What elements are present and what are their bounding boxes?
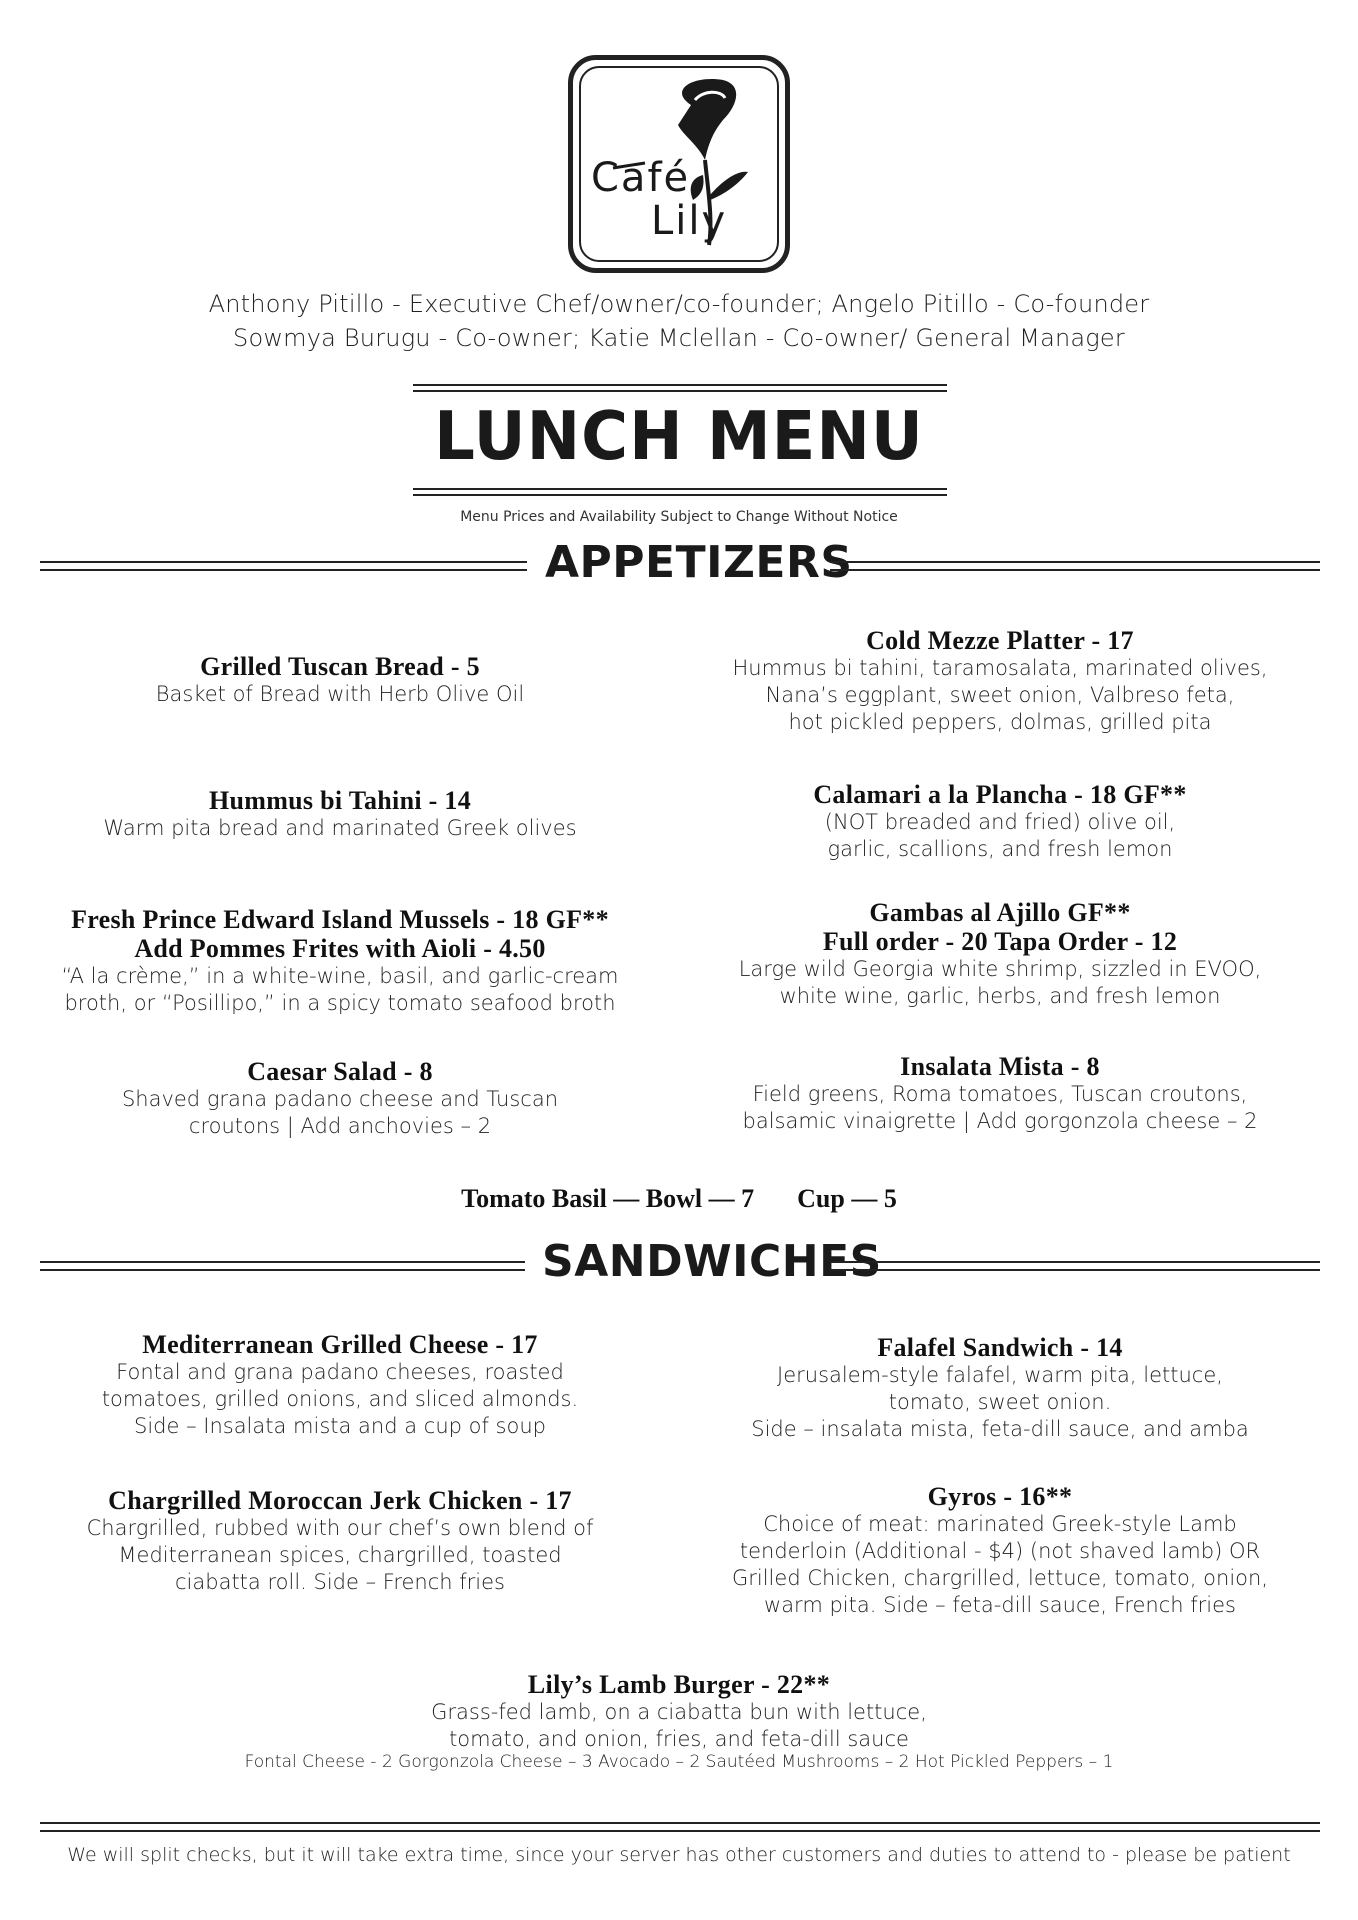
menu-item-falafel-sandwich <box>700 1333 1300 1443</box>
item-desc: ciabatta roll. Side – French fries <box>175 1570 505 1594</box>
item-desc: Grilled Chicken, chargrilled, lettuce, tomato, onion, <box>731 1566 1269 1590</box>
notice-text: Menu Prices and Availability Subject to Change Without Notice <box>460 509 898 525</box>
item-desc: broth, or “Posillipo,” in a spicy tomato seafood broth <box>64 991 616 1015</box>
item-desc: garlic, scallions, and fresh lemon <box>827 837 1173 861</box>
item-name: Mediterranean Grilled Cheese - 17 <box>142 1330 538 1359</box>
item-desc: Basket of Bread with Herb Olive Oil <box>155 682 525 706</box>
item-desc: Warm pita bread and marinated Greek olives <box>103 816 577 840</box>
sandwiches-heading: SANDWICHES <box>542 1236 882 1287</box>
soup-bowl-price: Tomato Basil — Bowl — 7 <box>461 1184 755 1213</box>
item-desc: Chargrilled, rubbed with our chef’s own blend of <box>86 1516 594 1540</box>
item-desc: Side – insalata mista, feta-dill sauce, and amba <box>751 1417 1249 1441</box>
item-name: Gambas al Ajillo GF** <box>869 898 1131 927</box>
item-desc: white wine, garlic, herbs, and fresh lemon <box>779 984 1221 1008</box>
page-title: LUNCH MENU <box>434 398 924 476</box>
menu-item-caesar-salad <box>30 1057 650 1140</box>
menu-item-moroccan-jerk-chicken <box>30 1486 650 1596</box>
menu-item-lamb-burger <box>279 1670 1079 1753</box>
item-desc: Fontal and grana padano cheeses, roasted <box>116 1360 564 1384</box>
owners-line-1: Anthony Pitillo - Executive Chef/owner/co-founder; Angelo Pitillo - Co-founder <box>208 290 1150 318</box>
soup-line <box>0 1184 1358 1214</box>
menu-item-calamari-a-la-plancha <box>700 780 1300 863</box>
item-desc: Grass-fed lamb, on a ciabatta bun with lettuce, <box>431 1700 927 1724</box>
item-desc: Nana’s eggplant, sweet onion, Valbreso feta, <box>765 683 1235 707</box>
item-desc: Hummus bi tahini, taramosalata, marinated olives, <box>732 656 1268 680</box>
item-desc: Choice of meat: marinated Greek-style Lamb <box>763 1512 1237 1536</box>
item-name-orders: Full order - 20 Tapa Order - 12 <box>822 927 1178 956</box>
soup-cup-price: Cup — 5 <box>797 1184 897 1213</box>
menu-item-cold-mezze-platter <box>700 626 1300 736</box>
item-name: Grilled Tuscan Bread - 5 <box>200 652 480 681</box>
owners-line-2: Sowmya Burugu - Co-owner; Katie Mclellan - Co-owner/ General Manager <box>233 324 1125 352</box>
item-desc: tomato, and onion, fries, and feta-dill sauce <box>449 1727 909 1751</box>
footer-rule <box>40 1822 1320 1832</box>
item-name: Fresh Prince Edward Island Mussels - 18 GF** <box>71 905 609 934</box>
item-desc: Large wild Georgia white shrimp, sizzled in EVOO, <box>738 957 1262 981</box>
sandwiches-rule-right <box>830 1261 1320 1271</box>
menu-item-pei-mussels <box>20 905 660 1017</box>
footer-note: We will split checks, but it will take extra time, since your server has other customers and duties to attend to - please be patient <box>67 1844 1291 1866</box>
item-desc: “A la crème,” in a white-wine, basil, and garlic-cream <box>61 964 619 988</box>
cafe-lily-logo <box>568 55 790 273</box>
menu-item-mediterranean-grilled-cheese <box>30 1330 650 1440</box>
item-desc: Field greens, Roma tomatoes, Tuscan croutons, <box>752 1082 1248 1106</box>
item-desc: warm pita. Side – feta-dill sauce, French fries <box>764 1593 1236 1617</box>
item-desc: Jerusalem-style falafel, warm pita, lettuce, <box>777 1363 1223 1387</box>
item-desc: (NOT breaded and fried) olive oil, <box>824 810 1176 834</box>
menu-item-gambas-al-ajillo <box>700 898 1300 1010</box>
sandwiches-rule-left <box>40 1261 525 1271</box>
menu-item-insalata-mista <box>700 1052 1300 1135</box>
item-name: Hummus bi Tahini - 14 <box>208 786 472 815</box>
burger-addons: Fontal Cheese - 2 Gorgonzola Cheese – 3 Avocado – 2 Sautéed Mushrooms – 2 Hot Pickled Peppers – 1 <box>244 1752 1114 1772</box>
item-desc: Mediterranean spices, chargrilled, toasted <box>118 1543 562 1567</box>
appetizers-rule-right <box>830 561 1320 571</box>
item-name: Gyros - 16** <box>927 1482 1073 1511</box>
item-desc: Side – Insalata mista and a cup of soup <box>133 1414 546 1438</box>
item-desc: tomatoes, grilled onions, and sliced almonds. <box>101 1387 579 1411</box>
item-name: Falafel Sandwich - 14 <box>877 1333 1123 1362</box>
item-desc: Shaved grana padano cheese and Tuscan <box>121 1087 559 1111</box>
menu-item-grilled-tuscan-bread <box>30 652 650 708</box>
item-desc: tomato, sweet onion. <box>888 1390 1112 1414</box>
menu-item-hummus-bi-tahini <box>30 786 650 842</box>
logo-word-lily: Lily <box>651 198 728 244</box>
item-name: Insalata Mista - 8 <box>900 1052 1100 1081</box>
item-desc: balsamic vinaigrette | Add gorgonzola cheese – 2 <box>742 1109 1258 1133</box>
title-top-rule <box>413 384 947 392</box>
appetizers-heading: APPETIZERS <box>545 537 853 588</box>
item-name-addon: Add Pommes Frites with Aioli - 4.50 <box>134 934 546 963</box>
item-desc: hot pickled peppers, dolmas, grilled pita <box>788 710 1212 734</box>
item-name: Calamari a la Plancha - 18 GF** <box>813 780 1187 809</box>
menu-item-gyros <box>700 1482 1300 1619</box>
item-desc: croutons | Add anchovies – 2 <box>188 1114 492 1138</box>
item-name: Caesar Salad - 8 <box>247 1057 433 1086</box>
appetizers-rule-left <box>40 561 527 571</box>
logo-word-cafe: Café <box>591 155 691 201</box>
item-name: Cold Mezze Platter - 17 <box>866 626 1134 655</box>
item-name: Lily’s Lamb Burger - 22** <box>527 1670 831 1699</box>
title-bottom-rule <box>413 488 947 496</box>
item-desc: tenderloin (Additional - $4) (not shaved lamb) OR <box>739 1539 1261 1563</box>
item-name: Chargrilled Moroccan Jerk Chicken - 17 <box>108 1486 572 1515</box>
